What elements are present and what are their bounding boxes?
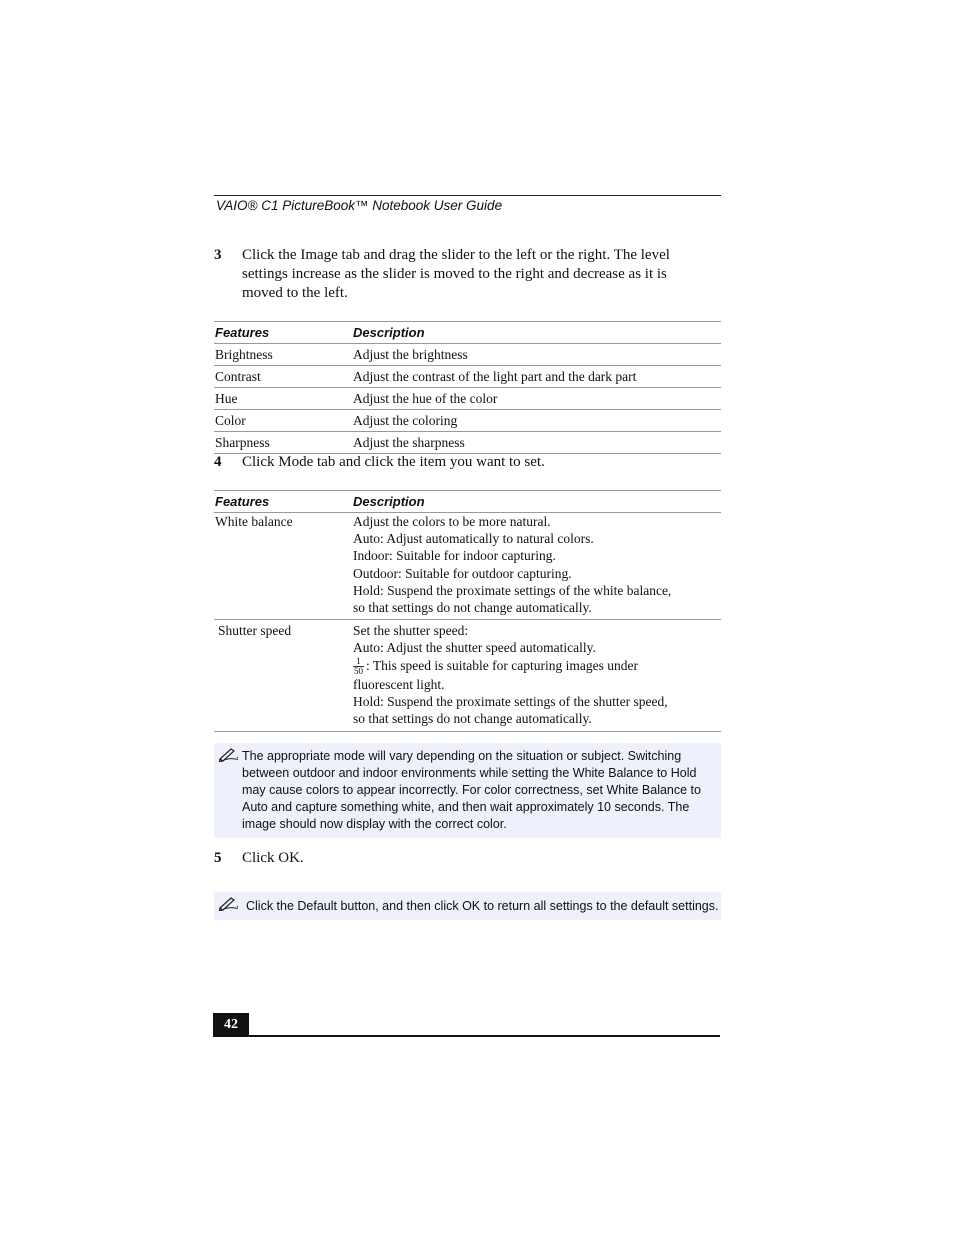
pencil-note-icon: [218, 746, 238, 762]
mode-features-table: [214, 490, 721, 732]
note-box: [214, 743, 721, 838]
description-line: Auto: Adjust the shutter speed automatically.: [353, 640, 596, 656]
table-row: [214, 620, 721, 731]
feature-cell: Brightness: [214, 344, 352, 366]
fraction-denominator: 50: [354, 666, 363, 677]
description-line: Adjust the colors to be more natural.: [353, 514, 551, 529]
feature-cell: Hue: [214, 388, 352, 410]
note-box: [214, 892, 721, 920]
fraction-numerator: 1: [353, 657, 364, 667]
description-line: Indoor: Suitable for indoor capturing.: [353, 548, 556, 564]
description-line: so that settings do not change automatically.: [353, 711, 592, 727]
column-header-features: Features: [214, 322, 352, 344]
description-cell: Adjust the coloring: [352, 410, 721, 432]
footer-rule: [213, 1035, 720, 1037]
description-cell: Adjust the sharpness: [352, 432, 721, 454]
step-text: Click Mode tab and click the item you want to set.: [242, 454, 545, 470]
page-number: 42: [213, 1013, 249, 1036]
table-row: [214, 388, 721, 410]
description-cell: Adjust the contrast of the light part and the dark part: [352, 366, 721, 388]
feature-cell: Contrast: [214, 366, 352, 388]
pencil-note-icon: [218, 895, 238, 911]
step-text: Click the Image tab and drag the slider to the left or the right. The level settings increase as the slider is moved to the right and decrease as it is moved to the left.: [242, 247, 670, 301]
table-row: [214, 344, 721, 366]
column-header-features: Features: [214, 491, 352, 513]
description-line: so that settings do not change automatically.: [353, 600, 592, 616]
step-number: 4: [214, 454, 222, 470]
table-header-row: [214, 322, 721, 344]
step-3: [214, 246, 721, 306]
note-text: The appropriate mode will vary depending on the situation or subject. Switching between outdoor and indoor environments while setting the White Balance to Hold may cause colors to appear incorrectly. For color correctness, set White Balance to Auto and capture something white, and then wait approximately 10 seconds. The image should now display with the correct color.: [242, 749, 701, 831]
table-row: [214, 513, 721, 620]
step-4: [214, 453, 721, 473]
step-text: Click OK.: [242, 850, 304, 866]
description-line: Hold: Suspend the proximate settings of the shutter speed,: [353, 694, 668, 710]
step-number: 5: [214, 850, 222, 866]
feature-cell: Shutter speed: [214, 620, 352, 731]
description-cell: [352, 620, 721, 731]
description-cell: Adjust the hue of the color: [352, 388, 721, 410]
table-row: [214, 410, 721, 432]
page-header: [214, 195, 721, 213]
feature-cell: Sharpness: [214, 432, 352, 454]
note-text: Click the Default button, and then click OK to return all settings to the default settings.: [246, 899, 719, 913]
description-line: Outdoor: Suitable for outdoor capturing.: [353, 565, 572, 581]
description-line: [353, 657, 721, 676]
description-line: fluorescent light.: [353, 677, 445, 693]
description-line-text: : This speed is suitable for capturing images under: [366, 657, 638, 673]
guide-title: VAIO® C1 PictureBook™ Notebook User Guide: [216, 198, 503, 213]
column-header-description: Description: [352, 491, 721, 513]
description-cell: [352, 513, 721, 620]
description-line: Set the shutter speed:: [353, 623, 469, 639]
description-line: Hold: Suspend the proximate settings of the white balance,: [353, 582, 672, 598]
image-features-table: [214, 321, 721, 454]
table-row: [214, 366, 721, 388]
description-line: Auto: Adjust automatically to natural colors.: [353, 531, 594, 547]
table-row: [214, 432, 721, 454]
column-header-description: Description: [352, 322, 721, 344]
feature-cell: White balance: [214, 513, 352, 620]
table-header-row: [214, 491, 721, 513]
fraction: [353, 657, 364, 676]
feature-cell: Color: [214, 410, 352, 432]
step-5: [214, 849, 721, 869]
description-cell: Adjust the brightness: [352, 344, 721, 366]
step-number: 3: [214, 247, 222, 263]
